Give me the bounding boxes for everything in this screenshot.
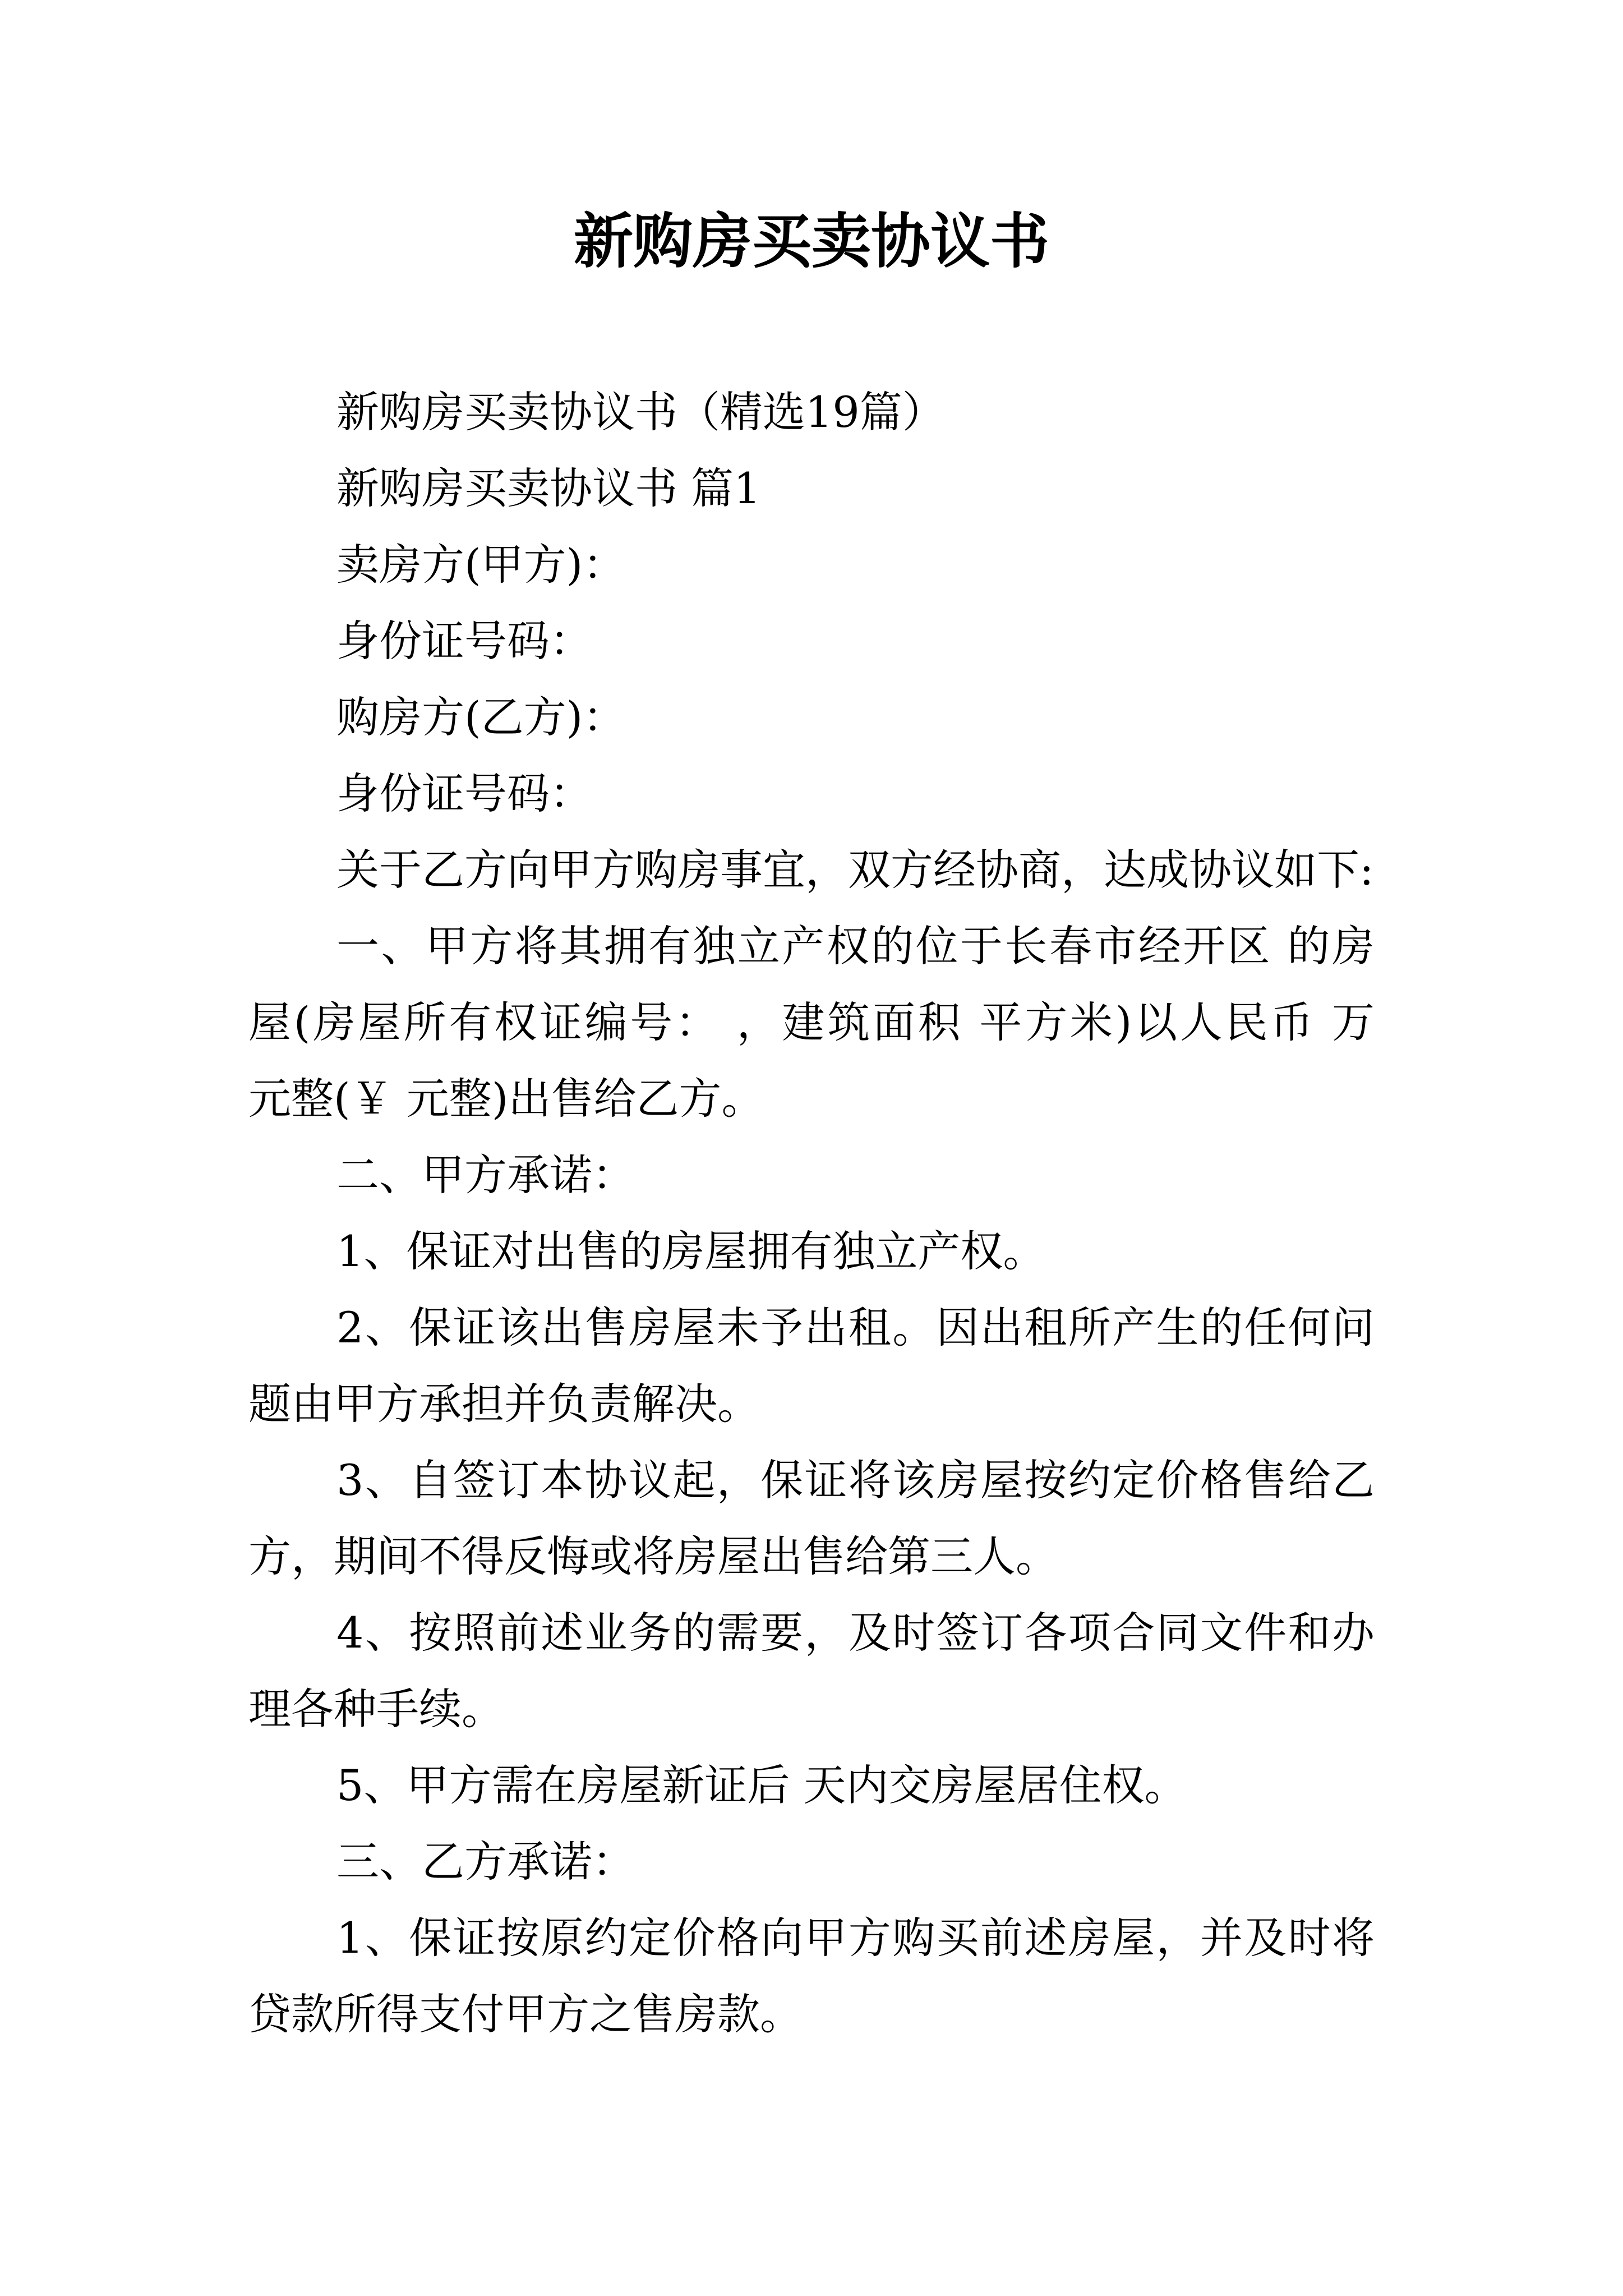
buyer-id-field bbox=[248, 756, 1375, 832]
buyer-promise-1 bbox=[248, 1900, 1375, 2053]
seller-field bbox=[248, 527, 1375, 603]
clause-3-heading bbox=[248, 1824, 1375, 1900]
paragraph-line: 新购房买卖协议书 篇1 bbox=[336, 463, 761, 513]
paragraph-line: 身份证号码： bbox=[336, 616, 592, 666]
paragraph-line: 贷款所得支付甲方之售房款。 bbox=[248, 1989, 803, 2039]
paragraph-line: 卖房方(甲方)： bbox=[336, 540, 626, 590]
clause-2-heading bbox=[248, 1137, 1375, 1213]
seller-promise-1 bbox=[248, 1213, 1375, 1290]
seller-promise-2 bbox=[248, 1290, 1375, 1442]
paragraph-line: 5、甲方需在房屋新证后 天内交房屋居住权。 bbox=[336, 1760, 1187, 1810]
paragraph-line: 题由甲方承担并负责解决。 bbox=[248, 1379, 760, 1429]
agreement-preamble bbox=[248, 832, 1375, 908]
document-title: 新购房买卖协议书 bbox=[574, 206, 1049, 276]
seller-promise-3 bbox=[248, 1442, 1375, 1595]
paragraph-line: 新购房买卖协议书（精选19篇） bbox=[336, 387, 945, 437]
paragraph-line: 屋(房屋所有权证编号： ，建筑面积 平方米)以人民币 万 bbox=[248, 997, 1375, 1047]
document-body bbox=[248, 374, 1375, 2053]
seller-id-field bbox=[248, 603, 1375, 679]
paragraph-line: 二、甲方承诺： bbox=[336, 1150, 635, 1200]
paragraph-line: 4、按照前述业务的需要，及时签订各项合同文件和办 bbox=[336, 1608, 1375, 1658]
document-subtitle bbox=[248, 374, 1375, 450]
section-heading bbox=[248, 450, 1375, 527]
paragraph-line: 3、自签订本协议起，保证将该房屋按约定价格售给乙 bbox=[336, 1455, 1375, 1505]
paragraph-line: 关于乙方向甲方购房事宜，双方经协商，达成协议如下: bbox=[336, 845, 1374, 895]
paragraph-line: 1、保证按原约定价格向甲方购买前述房屋，并及时将 bbox=[336, 1913, 1375, 1963]
paragraph-line: 三、乙方承诺： bbox=[336, 1837, 635, 1887]
paragraph-line: 一、甲方将其拥有独立产权的位于长春市经开区 的房 bbox=[336, 921, 1375, 971]
paragraph-line: 1、保证对出售的房屋拥有独立产权。 bbox=[336, 1226, 1046, 1276]
paragraph-line: 购房方(乙方)： bbox=[336, 692, 626, 742]
paragraph-line: 元整(￥ 元整)出售给乙方。 bbox=[248, 1074, 764, 1124]
seller-promise-5 bbox=[248, 1747, 1375, 1824]
clause-1-property-sale bbox=[248, 908, 1375, 1137]
paragraph-line: 理各种手续。 bbox=[248, 1684, 504, 1734]
seller-promise-4 bbox=[248, 1595, 1375, 1747]
buyer-field bbox=[248, 679, 1375, 756]
paragraph-line: 方，期间不得反悔或将房屋出售给第三人。 bbox=[248, 1531, 1058, 1581]
paragraph-line: 2、保证该出售房屋未予出租。因出租所产生的任何问 bbox=[336, 1303, 1375, 1352]
paragraph-line: 身份证号码： bbox=[336, 769, 592, 818]
